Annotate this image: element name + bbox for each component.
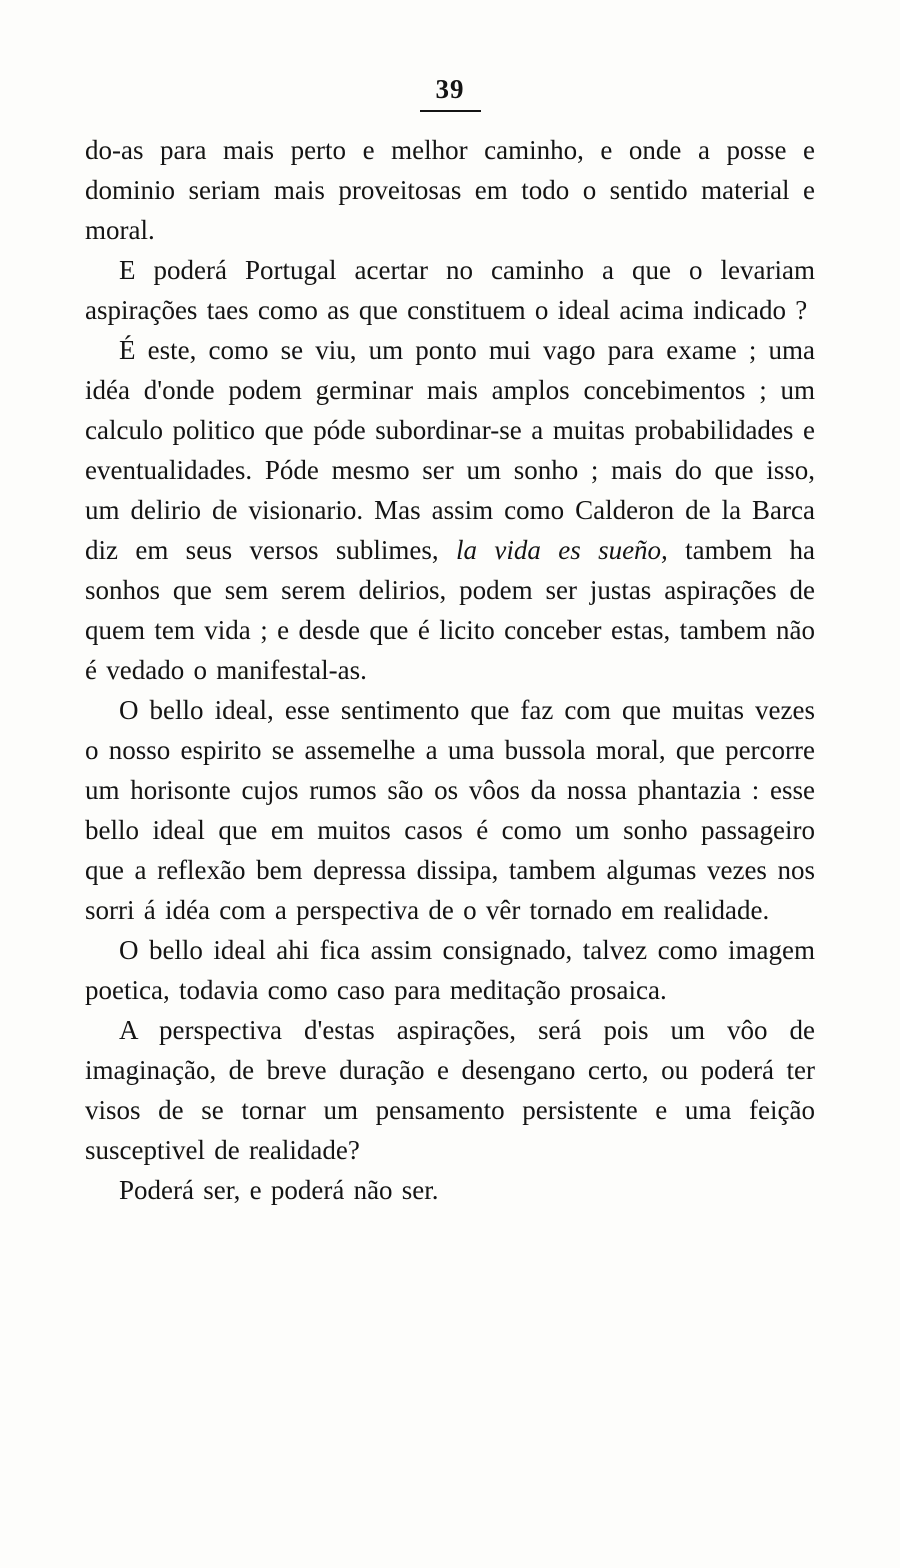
paragraph xyxy=(85,250,815,330)
text-segment: É este, como se viu, um ponto mui vago para exame ; uma idéa d'onde podem germinar mais amplos concebimentos ; um calculo politico que póde subordinar-se a muitas probabilidades e eventualidades. Póde mesmo ser um sonho ; mais do que isso, um delirio de visionario. Mas assim como Calderon de la Barca diz em seus versos sublimes, xyxy=(85,335,815,565)
text-segment: do-as para mais perto e melhor caminho, e onde a posse e dominio seriam mais proveitosas em todo o sentido material e moral. xyxy=(85,135,815,245)
paragraph xyxy=(85,930,815,1010)
italic-text-segment: la vida es sueño, xyxy=(456,535,668,565)
text-segment: O bello ideal ahi fica assim consignado, talvez como imagem poetica, todavia como caso para meditação prosaica. xyxy=(85,935,815,1005)
paragraph xyxy=(85,1170,815,1210)
page-header xyxy=(85,74,815,112)
page-content xyxy=(85,130,815,1210)
paragraph xyxy=(85,130,815,250)
text-segment: A perspectiva d'estas aspirações, será pois um vôo de imaginação, de breve duração e desengano certo, ou poderá ter visos de se tornar um pensamento persistente e uma feição susceptivel de realidade? xyxy=(85,1015,815,1165)
text-segment: Poderá ser, e poderá não ser. xyxy=(119,1175,439,1205)
text-segment: tambem ha sonhos que sem serem delirios, podem ser justas aspirações de quem tem vida ; e desde que é licito conceber estas, tambem não é vedado o manifestal-as. xyxy=(85,535,815,685)
page-number: 39 xyxy=(420,74,481,112)
text-segment: O bello ideal, esse sentimento que faz com que muitas vezes o nosso espirito se assemelhe a uma bussola moral, que percorre um horisonte cujos rumos são os vôos da nossa phantazia : esse bello ideal que em muitos casos é como um sonho passageiro que a reflexão bem depressa dissipa, tambem algumas vezes nos sorri á idéa com a perspectiva de o vêr tornado em realidade. xyxy=(85,695,815,925)
paragraph xyxy=(85,690,815,930)
text-segment: E poderá Portugal acertar no caminho a que o levariam aspirações taes como as que constituem o ideal acima indicado ? xyxy=(85,255,815,325)
paragraph xyxy=(85,330,815,690)
paragraph xyxy=(85,1010,815,1170)
